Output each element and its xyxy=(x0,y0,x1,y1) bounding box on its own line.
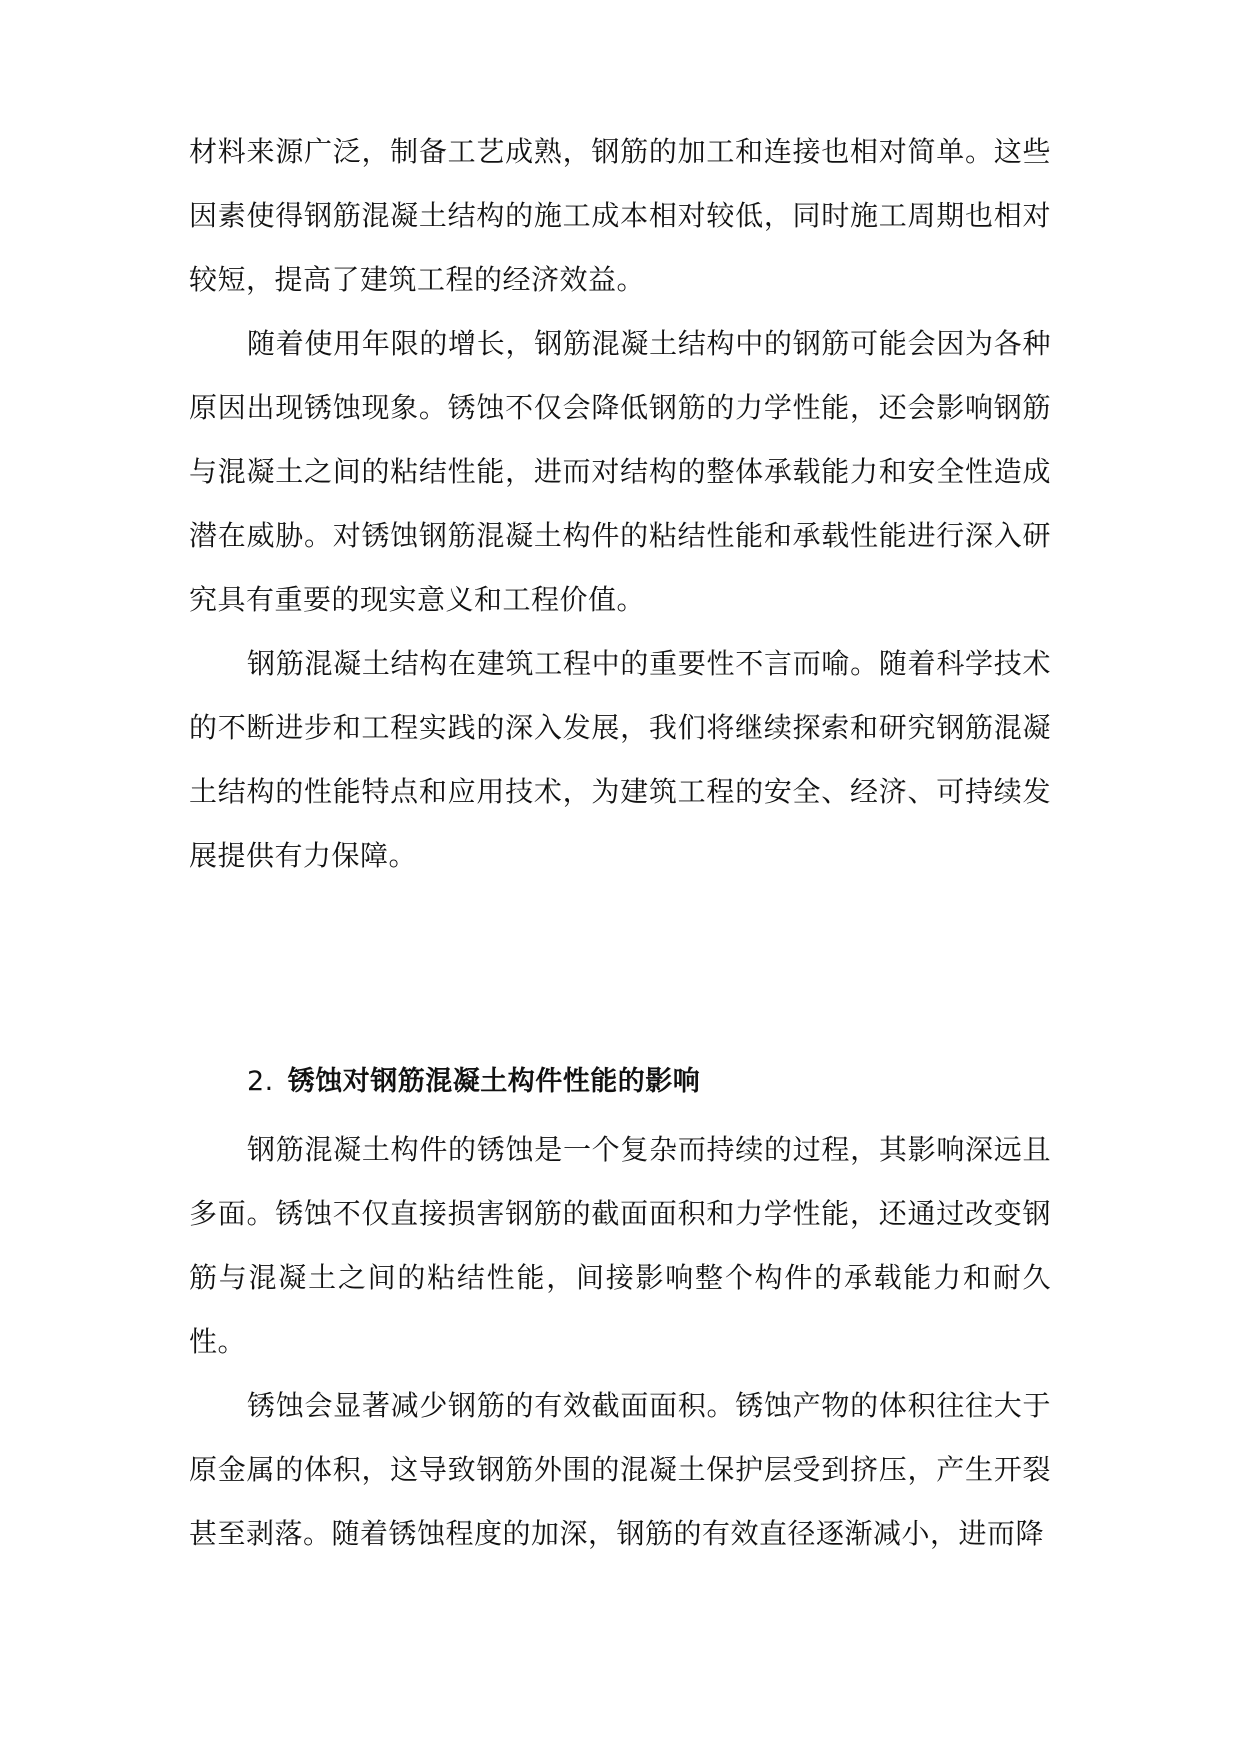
paragraph-section-loss: 锈蚀会显著减少钢筋的有效截面面积。锈蚀产物的体积往往大于原金属的体积，这导致钢筋外围的混凝土保护层受到挤压，产生开裂甚至剥落。随着锈蚀程度的加深，钢筋的有效直径逐渐减小，进而降 xyxy=(189,1389,1051,1550)
paragraph-material-sources: 材料来源广泛，制备工艺成熟，钢筋的加工和连接也相对简单。这些因素使得钢筋混凝土结构的施工成本相对较低，同时施工周期也相对较短，提高了建筑工程的经济效益。 xyxy=(189,135,1051,296)
section-heading xyxy=(247,1060,700,1104)
text-block-bottom xyxy=(189,1118,1051,1566)
paragraph-corrosion-process: 钢筋混凝土构件的锈蚀是一个复杂而持续的过程，其影响深远且多面。锈蚀不仅直接损害钢筋的截面面积和力学性能，还通过改变钢筋与混凝土之间的粘结性能，间接影响整个构件的承载能力和耐久性。 xyxy=(189,1133,1051,1358)
paragraph-importance: 钢筋混凝土结构在建筑工程中的重要性不言而喻。随着科学技术的不断进步和工程实践的深入发展，我们将继续探索和研究钢筋混凝土结构的性能特点和应用技术，为建筑工程的安全、经济、可持续发展提供有力保障。 xyxy=(189,647,1051,872)
section-number: 2. xyxy=(247,1066,274,1097)
text-block-top xyxy=(189,120,1051,888)
paragraph-corrosion-issue: 随着使用年限的增长，钢筋混凝土结构中的钢筋可能会因为各种原因出现锈蚀现象。锈蚀不仅会降低钢筋的力学性能，还会影响钢筋与混凝土之间的粘结性能，进而对结构的整体承载能力和安全性造成潜在威胁。对锈蚀钢筋混凝土构件的粘结性能和承载性能进行深入研究具有重要的现实意义和工程价值。 xyxy=(189,327,1051,616)
section-title: 锈蚀对钢筋混凝土构件性能的影响 xyxy=(287,1066,701,1097)
